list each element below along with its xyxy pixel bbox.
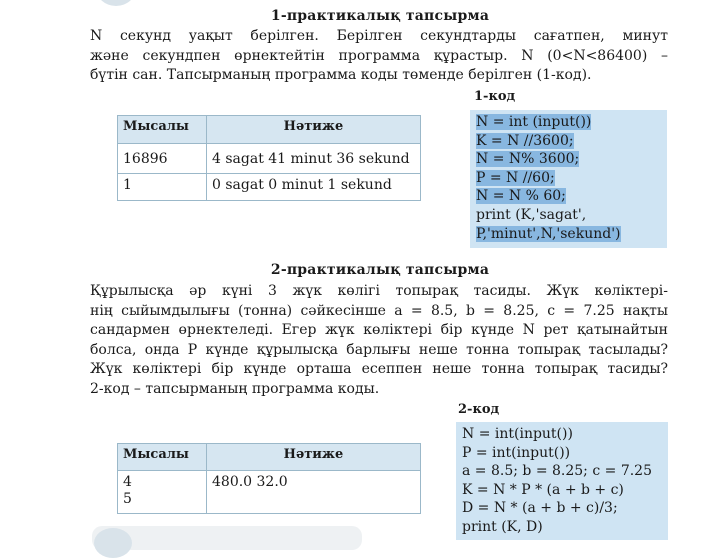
task1-code-block bbox=[470, 110, 667, 248]
table-row bbox=[118, 471, 421, 514]
task2-example-table bbox=[117, 443, 421, 514]
decorative-circle-bottom bbox=[94, 528, 132, 558]
task2-line: Құрылысқа әр күні 3 жүк көлігі топырақ тасиды. Жүк көліктері- bbox=[90, 283, 668, 299]
table-row bbox=[118, 174, 421, 201]
table-header-example: Мысалы bbox=[118, 116, 207, 144]
task2-code-block bbox=[456, 422, 668, 540]
task2-code-label: 2-код bbox=[458, 402, 500, 417]
decorative-circle-top bbox=[96, 0, 136, 6]
table-cell: 480.0 32.0 bbox=[207, 471, 421, 514]
table-header-example: Мысалы bbox=[118, 444, 207, 471]
code-line: print (K, D) bbox=[462, 518, 543, 535]
code-line: K = N //3600; bbox=[476, 132, 574, 149]
task1-line: және секундпен өрнектейтін программа құрастыр. N (0<N<86400) – bbox=[90, 47, 668, 64]
code-line: D = N * (a + b + c)/3; bbox=[462, 500, 618, 517]
code-line: print (K,'sagat', bbox=[476, 206, 587, 223]
code-line: K = N * P * (a + b + c) bbox=[462, 481, 624, 498]
code-line: a = 8.5; b = 8.25; c = 7.25 bbox=[462, 463, 652, 480]
example-input-n: 4 bbox=[123, 474, 132, 490]
task1-line: N секунд уақыт берілген. Берілген секундтарды сағатпен, минут bbox=[90, 28, 668, 44]
code-line: N = N % 60; bbox=[476, 188, 566, 205]
table-cell: 1 bbox=[118, 174, 207, 201]
task1-line: бүтін сан. Тапсырманың программа коды төменде берілген (1-код). bbox=[90, 67, 592, 83]
table-header-result: Нәтиже bbox=[207, 444, 421, 471]
task2-line: болса, онда P күнде құрылысқа барлығы неше тонна топырақ тасылады? bbox=[90, 341, 668, 358]
task1-title: 1-практикалық тапсырма bbox=[270, 8, 490, 24]
code-line: N = int (input()) bbox=[476, 114, 592, 130]
task1-description bbox=[90, 27, 668, 86]
table-cell: 16896 bbox=[118, 144, 207, 174]
task2-line: Жүк көліктері бір күнде орташа есеппен неше тонна топырақ тасиды? bbox=[90, 361, 668, 377]
task2-line: сандармен өрнектеледі. Егер жүк көліктері бір күнде N рет қатынайтын bbox=[90, 322, 668, 338]
code-line: P = N //60; bbox=[476, 169, 555, 186]
code-line: N = int(input()) bbox=[462, 426, 573, 442]
task2-line: нің сыйымдылығы (тонна) сәйкесінше a = 8.5, b = 8.25, c = 7.25 нақты bbox=[90, 302, 668, 319]
task1-code-label: 1-код bbox=[474, 89, 516, 104]
task2-description bbox=[90, 282, 668, 399]
task1-example-table bbox=[117, 115, 421, 201]
code-line: P,'minut',N,'sekund') bbox=[476, 225, 621, 242]
table-row bbox=[118, 144, 421, 174]
code-line: N = N% 3600; bbox=[476, 151, 580, 168]
decorative-bar-bottom bbox=[92, 526, 362, 550]
example-input-p: 5 bbox=[123, 491, 132, 507]
table-header-result: Нәтиже bbox=[207, 116, 421, 144]
table-cell bbox=[118, 471, 207, 514]
code-line: P = int(input()) bbox=[462, 444, 571, 461]
task2-title: 2-практикалық тапсырма bbox=[270, 262, 490, 278]
table-cell: 4 sagat 41 minut 36 sekund bbox=[207, 144, 421, 174]
task2-line: 2-код – тапсырманың программа коды. bbox=[90, 380, 380, 397]
table-cell: 0 sagat 0 minut 1 sekund bbox=[207, 174, 421, 201]
